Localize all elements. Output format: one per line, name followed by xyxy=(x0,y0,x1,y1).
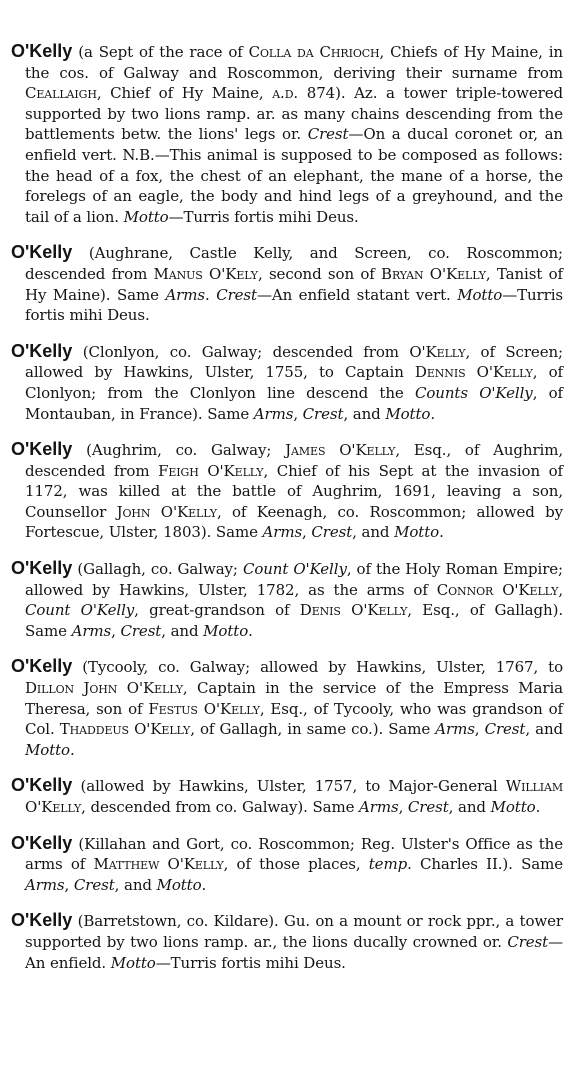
italic-term: Arms xyxy=(25,875,65,894)
italic-term: Motto xyxy=(110,953,156,972)
italic-term: Motto xyxy=(25,740,70,759)
italic-term: Crest xyxy=(73,875,115,894)
entry-surname: O'Kelly xyxy=(11,775,73,796)
italic-term: Arms xyxy=(71,621,112,640)
entry-text: , and xyxy=(525,720,564,739)
entry-text: , Tanist of Hy Maine). Same xyxy=(25,264,563,304)
italic-term: Arms xyxy=(253,404,294,423)
entry-surname: O'Kelly xyxy=(11,242,73,263)
armorial-entry xyxy=(11,341,563,424)
small-caps-name: Bryan O'Kelly xyxy=(381,264,486,283)
italic-term: Crest xyxy=(302,404,344,423)
entry-surname: O'Kelly xyxy=(11,41,73,61)
entry-text: , xyxy=(111,621,121,640)
small-caps-name: Ceallaigh xyxy=(25,84,97,103)
entry-text: , of Keenagh, co. Roscommon; allowed by Fortescue, Ulster, 1803). Same xyxy=(25,502,563,542)
small-caps-name: Festus O'Kelly xyxy=(148,699,260,718)
italic-term: Crest xyxy=(216,285,257,304)
armorial-entry xyxy=(11,833,563,896)
italic-term: Crest xyxy=(311,523,353,542)
italic-term: Motto xyxy=(490,798,536,816)
italic-term: Count O'Kelly xyxy=(25,601,135,620)
entry-text: 874). Az. a tower triple-towered supported by two lions ramp. ar. as many chains descending from the battlements betw. the lions' legs or. xyxy=(25,84,563,144)
small-caps-name: Feigh O'Kelly xyxy=(158,461,264,480)
entry-text: , and xyxy=(352,523,395,542)
italic-term: Arms xyxy=(262,523,303,542)
armorial-entry xyxy=(11,910,563,973)
entry-text: , of Gallagh, in same co.). Same xyxy=(190,720,436,739)
entry-text: , of Clonlyon; from the Clonlyon line descend the xyxy=(25,363,564,402)
entry-text: , xyxy=(474,720,485,739)
entry-text: —On a ducal coronet or, an enfield vert. N.B.—This animal is supposed to be composed as follows: the head of a fox, the chest of an elephant, the mane of a horse, the forelegs of an eagle, the body and hind legs of a greyhound, and the tail of a lion. xyxy=(25,125,563,226)
italic-term: Motto xyxy=(394,523,440,542)
entry-text: . xyxy=(439,523,444,542)
italic-term: Crest xyxy=(507,932,549,951)
italic-term: Crest xyxy=(307,125,349,144)
small-caps-name: James O'Kelly xyxy=(285,441,396,460)
armorial-entry xyxy=(11,656,563,760)
small-caps-name: Manus O'Kely xyxy=(153,264,258,283)
entry-text: , Esq., of Aughrim, descended from xyxy=(25,441,564,480)
italic-term: Counts O'Kelly xyxy=(414,383,533,402)
small-caps-name: Colla da Chrioch xyxy=(248,43,380,61)
italic-term: Arms xyxy=(359,798,399,816)
small-caps-name: Thaddeus O'Kelly xyxy=(59,720,191,739)
entry-text: , xyxy=(293,404,303,423)
small-caps-name: a.d. xyxy=(272,84,299,103)
small-caps-name: Dennis O'Kelly xyxy=(414,363,533,382)
entry-text: —Turris fortis mihi Deus. xyxy=(168,207,359,226)
entry-text: . xyxy=(204,285,217,304)
entry-text: (Aughrane, Castle Kelly, and Screen, co. Roscommon; descended from xyxy=(25,244,563,283)
armorial-entry xyxy=(11,41,563,227)
italic-term: Motto xyxy=(156,875,202,894)
entry-text: , xyxy=(64,875,74,894)
entry-text: (a Sept of the race of xyxy=(72,43,249,61)
entry-text: . xyxy=(535,798,541,816)
entry-surname: O'Kelly xyxy=(11,340,73,361)
small-caps-name: O'Kelly xyxy=(409,342,466,361)
entry-text: . xyxy=(69,740,75,759)
small-caps-name: Dillon John O'Kelly xyxy=(25,679,183,698)
small-caps-name: William O'Kelly xyxy=(25,777,563,816)
entry-text: , and xyxy=(161,621,204,640)
armorial-entry xyxy=(11,439,563,543)
entry-surname: O'Kelly xyxy=(11,910,73,931)
entry-text: , xyxy=(398,798,408,816)
italic-term: Count O'Kelly xyxy=(242,560,347,579)
entry-text: —An enfield statant vert. xyxy=(256,285,458,304)
entry-text: (Killahan and Gort, co. Roscommon; Reg. Ulster's Office as the arms of xyxy=(25,834,563,874)
entry-text: , great-grandson of xyxy=(134,601,300,620)
armorial-entry xyxy=(11,242,563,325)
entry-text: —Turris fortis mihi Deus. xyxy=(155,953,346,972)
entry-surname: O'Kelly xyxy=(11,832,73,853)
italic-term: Motto xyxy=(123,207,169,226)
entry-text: . xyxy=(201,875,207,894)
entry-text: , and xyxy=(343,404,386,423)
armorial-entry xyxy=(11,558,563,641)
entry-surname: O'Kelly xyxy=(11,656,73,677)
entry-surname: O'Kelly xyxy=(11,558,73,579)
italic-term: Crest xyxy=(407,798,449,816)
entry-text: (Barretstown, co. Kildare). Gu. on a mount or rock ppr., a tower supported by two lions ramp. ar., the lions ducally crowned or. xyxy=(25,912,563,951)
entry-surname: O'Kelly xyxy=(11,439,73,460)
armorial-page xyxy=(11,26,563,976)
entry-text: , and xyxy=(448,798,491,816)
entry-text: (allowed by Hawkins, Ulster, 1757, to Major-General xyxy=(72,777,506,796)
entry-text: —Turris fortis mihi Deus. xyxy=(25,285,563,325)
entry-text: . xyxy=(248,621,253,640)
entry-text: (Gallagh, co. Galway; xyxy=(72,560,243,579)
small-caps-name: Connor O'Kelly xyxy=(436,580,559,599)
small-caps-name: John O'Kelly xyxy=(116,502,217,521)
entry-text: , Chiefs of Hy Maine, in the cos. of Galway and Roscommon, deriving their surname from xyxy=(25,43,563,82)
entry-text: , of the Holy Roman Empire; allowed by Hawkins, Ulster, 1782, as the arms of xyxy=(25,560,564,599)
entry-text: (Aughrim, co. Galway; xyxy=(72,441,286,460)
entry-text: , descended from co. Galway). Same xyxy=(81,798,360,816)
entry-text: —An enfield. xyxy=(25,932,563,972)
entry-text: , and xyxy=(114,875,157,894)
entry-text: , of Montauban, in France). Same xyxy=(25,383,564,423)
small-caps-name: Matthew O'Kelly xyxy=(93,855,224,874)
italic-term: Arms xyxy=(435,720,475,739)
armorial-entry xyxy=(11,775,563,817)
entry-text: , Esq., of Tycooly, who was grandson of Col. xyxy=(25,699,563,739)
italic-term: Motto xyxy=(203,621,249,640)
entry-text: , Esq., of Gallagh). Same xyxy=(25,601,563,640)
entry-text: , of those places, xyxy=(223,855,369,874)
entry-text: , xyxy=(302,523,312,542)
entry-text: . xyxy=(430,404,436,423)
italic-term: Crest xyxy=(484,720,526,739)
entry-text: , xyxy=(558,580,563,599)
entry-text: , Chief of his Sept at the invasion of 1172, was killed at the battle of Aughrim, 1691, leaving a son, Counsellor xyxy=(25,461,563,521)
italic-term: Arms xyxy=(165,285,205,304)
entry-text: , second son of xyxy=(257,264,382,283)
italic-term: Crest xyxy=(120,621,162,640)
italic-term: Motto xyxy=(385,404,431,423)
entry-text: , Captain in the service of the Empress Maria Theresa, son of xyxy=(25,679,563,718)
entry-text: , Chief of Hy Maine, xyxy=(96,84,273,103)
entry-text: (Clonlyon, co. Galway; descended from xyxy=(72,342,410,361)
italic-term: Motto xyxy=(457,285,503,304)
entry-text: (Tycooly, co. Galway; allowed by Hawkins, Ulster, 1767, to xyxy=(72,658,563,677)
italic-term: temp. xyxy=(368,855,412,874)
entry-text: , of Screen; allowed by Hawkins, Ulster, 1755, to Captain xyxy=(25,342,563,382)
small-caps-name: Denis O'Kelly xyxy=(299,601,408,620)
entry-text: Charles II.). Same xyxy=(411,855,563,874)
